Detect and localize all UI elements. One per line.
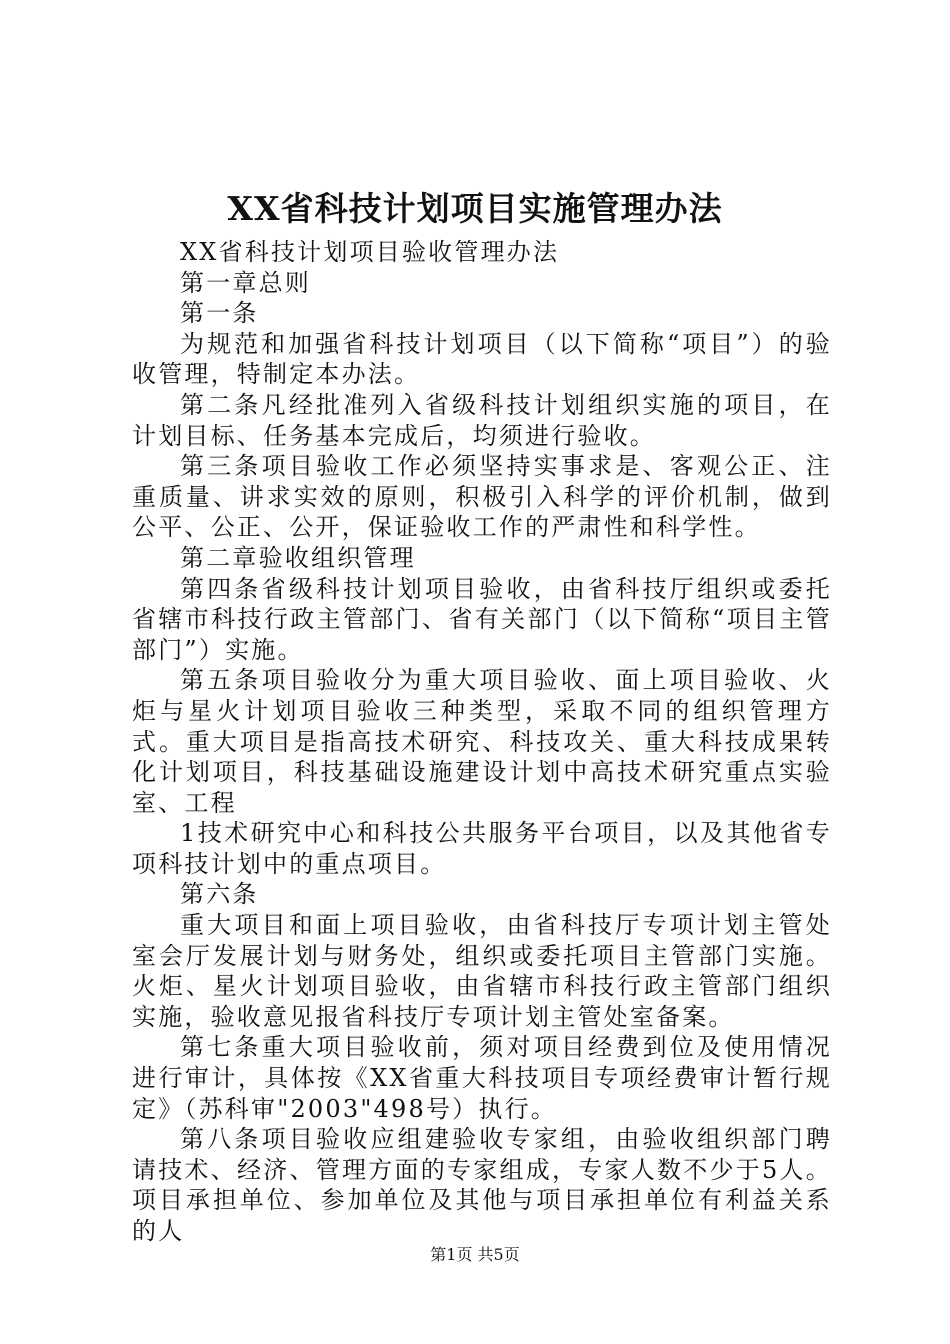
page-number-footer: 第1页 共5页 [430,1245,520,1264]
document-title: XX省科技计划项目实施管理办法 [227,189,723,228]
paragraph-article-8: 第八条项目验收应组建验收专家组，由验收组织部门聘请技术、经济、管理方面的专家组成，专家人数不少于5人。项目承担单位、参加单位及其他与项目承担单位有利益关系的人 [132,1125,832,1245]
paragraph-article-6-heading: 第六条 [180,880,259,909]
paragraph-article-3: 第三条项目验收工作必须坚持实事求是、客观公正、注重质量、讲求实效的原则，积极引入科学的评价机制，做到公平、公正、公开，保证验收工作的严肃性和科学性。 [132,452,832,542]
paragraph-article-5-continued: 1技术研究中心和科技公共服务平台项目，以及其他省专项科技计划中的重点项目。 [132,819,832,878]
paragraph-article-2: 第二条凡经批准列入省级科技计划组织实施的项目，在计划目标、任务基本完成后，均须进行验收。 [132,390,832,450]
paragraph-article-5: 第五条项目验收分为重大项目验收、面上项目验收、火炬与星火计划项目验收三种类型，采取不同的组织管理方式。重大项目是指高技术研究、科技攻关、重大科技成果转化计划项目，科技基础设施建设计划中高技术研究重点实验室、工程 [132,666,832,817]
paragraph-article-6: 重大项目和面上项目验收，由省科技厅专项计划主管处室会厅发展计划与财务处，组织或委托项目主管部门实施。火炬、星火计划项目验收，由省辖市科技行政主管部门组织实施，验收意见报省科技厅专项计划主管处室备案。 [132,911,832,1031]
paragraph-article-4: 第四条省级科技计划项目验收，由省科技厅组织或委托省辖市科技行政主管部门、省有关部门（以下简称“项目主管部门”）实施。 [132,574,832,664]
document-body [132,237,832,1247]
paragraph-article-7: 第七条重大项目验收前，须对项目经费到位及使用情况进行审计，具体按《XX省重大科技项目专项经费审计暂行规定》（苏科审"2003"498号）执行。 [132,1033,832,1123]
paragraph-chapter-1: 第一章总则 [180,268,311,297]
paragraph-chapter-2: 第二章验收组织管理 [180,543,416,572]
paragraph-article-1: 为规范和加强省科技计划项目（以下简称“项目”）的验收管理，特制定本办法。 [132,329,832,389]
paragraph-subtitle: XX省科技计划项目验收管理办法 [180,238,560,266]
paragraph-article-1-heading: 第一条 [180,299,259,328]
